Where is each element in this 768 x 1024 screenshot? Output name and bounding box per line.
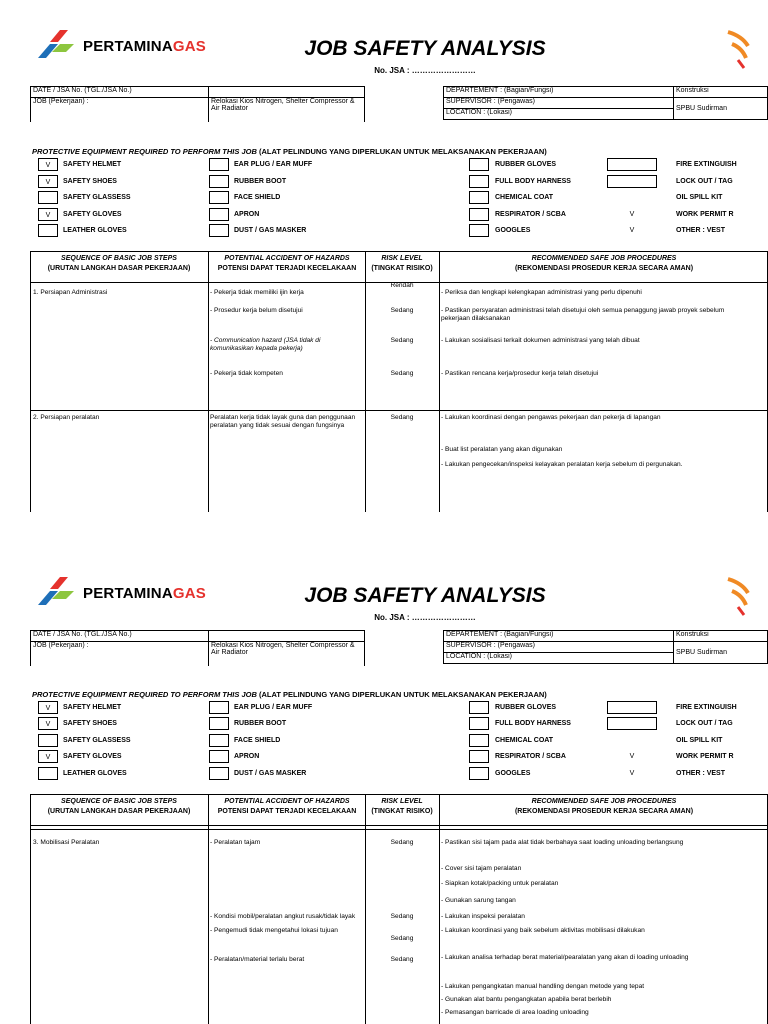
ppe-check[interactable]: V: [629, 227, 635, 234]
ppe-label: OTHER : VEST: [676, 227, 726, 234]
ppe-check[interactable]: V: [38, 717, 58, 730]
procedure: - Periksa dan lengkapi kelengkapan administrasi yang perlu dipenuhi: [441, 289, 642, 296]
ppe-check[interactable]: V: [38, 158, 58, 171]
date-value: [209, 87, 365, 98]
job-label: JOB (Pekerjaan) :: [31, 642, 209, 667]
department-value: Konstruksi: [674, 631, 768, 642]
ppe-label: WORK PERMIT R: [676, 211, 734, 218]
job-step: 2. Persiapan peralatan: [33, 414, 100, 421]
col-header-hazards: POTENTIAL ACCIDENT OF HAZARDS POTENSI DAPAT TERJADI KECELAKAAN: [217, 255, 357, 272]
ppe-label: SAFETY GLOVES: [63, 211, 122, 218]
ppe-label: RUBBER BOOT: [234, 178, 287, 185]
ppe-label: FACE SHIELD: [234, 194, 281, 201]
jsa-number: No. JSA : ……………………: [374, 613, 476, 622]
col-header-steps: SEQUENCE OF BASIC JOB STEPS (URUTAN LANGKAH DASAR PEKERJAAN): [47, 255, 191, 272]
risk-level: Sedang: [390, 956, 414, 963]
ppe-label: LEATHER GLOVES: [63, 227, 127, 234]
col-header-risk: RISK LEVEL (TINGKAT RISIKO): [371, 255, 433, 272]
ppe-check[interactable]: [209, 767, 229, 780]
ppe-label: APRON: [234, 211, 260, 218]
corner-logo-icon: [726, 28, 750, 77]
job-label: JOB (Pekerjaan) :: [31, 98, 209, 123]
ppe-label: GOOGLES: [495, 227, 531, 234]
ppe-label: OIL SPILL KIT: [676, 737, 723, 744]
ppe-check[interactable]: V: [38, 175, 58, 188]
ppe-label: FULL BODY HARNESS: [495, 720, 571, 727]
ppe-label: FACE SHIELD: [234, 737, 281, 744]
procedure: - Pemasangan barricade di area loading unloading: [441, 1009, 589, 1016]
job-info-left: [30, 630, 365, 666]
date-label: DATE / JSA No. (TGL./JSA No.): [31, 87, 209, 98]
ppe-label: RUBBER GLOVES: [495, 704, 557, 711]
risk-level: Sedang: [390, 337, 414, 344]
risk-level: Sedang: [390, 839, 414, 846]
brand-wordmark: PERTAMINAGAS: [83, 38, 206, 55]
supervisor-label: SUPERVISOR : (Pengawas): [444, 642, 674, 653]
ppe-check[interactable]: V: [629, 211, 635, 218]
procedure: - Lakukan pengecekan/inspeksi kelayakan peralatan kerja sebelum di pergunakan.: [441, 461, 683, 468]
ppe-label: SAFETY HELMET: [63, 704, 122, 711]
ppe-check[interactable]: [469, 734, 489, 747]
corner-logo-icon: [726, 575, 750, 624]
procedure: - Gunakan alat bantu pengangkatan apabila berat berlebih: [441, 996, 612, 1003]
risk-level: Sedang: [390, 370, 414, 377]
procedure: - Lakukan pengangkatan manual handling dengan metode yang tepat: [441, 983, 645, 990]
ppe-check[interactable]: [38, 767, 58, 780]
ppe-check[interactable]: [209, 734, 229, 747]
ppe-check[interactable]: [209, 750, 229, 763]
ppe-check[interactable]: [469, 701, 489, 714]
ppe-label: CHEMICAL COAT: [495, 194, 554, 201]
col-header-hazards: POTENTIAL ACCIDENT OF HAZARDS POTENSI DAPAT TERJADI KECELAKAAN: [217, 798, 357, 815]
ppe-check[interactable]: [469, 767, 489, 780]
ppe-check[interactable]: [469, 158, 489, 171]
ppe-title: PROTECTIVE EQUIPMENT REQUIRED TO PERFORM THIS JOB (ALAT PELINDUNG YANG DIPERLUKAN UNTUK MELAKSANAKAN PEKERJAAN): [32, 147, 547, 156]
risk-level: Rendah: [390, 282, 414, 289]
hazard: - Kondisi mobil/peralatan angkut rusak/tidak layak: [210, 913, 356, 920]
ppe-label: FULL BODY HARNESS: [495, 178, 571, 185]
hazard: - Communication hazard (JSA tidak di komunikasikan kepada pekerja): [210, 337, 321, 352]
procedure: - Siapkan kotak/packing untuk peralatan: [441, 880, 559, 887]
jsa-page-2: [0, 547, 768, 1024]
ppe-label: APRON: [234, 753, 260, 760]
col-header-procedures: RECOMMENDED SAFE JOB PROCEDURES (REKOMENDASI PROSEDUR KERJA SECARA AMAN): [514, 255, 694, 272]
procedure: - Lakukan analisa terhadap berat material/pearalatan yang akan di loading unloading: [441, 954, 689, 961]
col-header-steps: SEQUENCE OF BASIC JOB STEPS (URUTAN LANGKAH DASAR PEKERJAAN): [47, 798, 191, 815]
ppe-check[interactable]: [38, 191, 58, 204]
ppe-label: FIRE EXTINGUISH: [676, 161, 737, 168]
ppe-check[interactable]: [607, 175, 657, 188]
ppe-label: LEATHER GLOVES: [63, 770, 127, 777]
page-title: JOB SAFETY ANALYSIS: [304, 37, 546, 60]
ppe-label: SAFETY GLOVES: [63, 753, 122, 760]
procedure: - Pastikan persyaratan administrasi telah disetujui oleh semua penaggung jawab proyek sebelum pekerjaan dilaksanakan: [441, 307, 725, 322]
procedure: - Pastikan rencana kerja/prosedur kerja telah disetujui: [441, 370, 599, 377]
procedure: - Lakukan koordinasi dengan pengawas pekerjaan dan pekerja di lapangan: [441, 414, 661, 421]
ppe-label: SAFETY HELMET: [63, 161, 122, 168]
ppe-label: OIL SPILL KIT: [676, 194, 723, 201]
ppe-check[interactable]: V: [629, 753, 635, 760]
date-value: [209, 631, 365, 642]
job-value: Relokasi Kios Nitrogen, Shelter Compressor & Air Radiator: [209, 98, 365, 123]
ppe-check[interactable]: V: [38, 208, 58, 221]
ppe-label: RUBBER GLOVES: [495, 161, 557, 168]
location-label: LOCATION : (Lokasi): [444, 109, 674, 120]
ppe-check[interactable]: [469, 750, 489, 763]
procedure: - Cover sisi tajam peralatan: [441, 865, 522, 872]
procedure: - Lakukan inspeksi peralatan: [441, 913, 525, 920]
ppe-label: SAFETY GLASSESS: [63, 194, 131, 201]
department-label: DEPARTEMENT : (Bagian/Fungsi): [444, 87, 674, 98]
hazard: - Peralatan/material terlalu berat: [210, 956, 305, 963]
job-info-left: [30, 86, 365, 122]
location-value: SPBU Sudirman: [674, 98, 768, 120]
ppe-label: LOCK OUT / TAG: [676, 720, 733, 727]
pertamina-logo: [36, 28, 216, 64]
ppe-check[interactable]: [469, 191, 489, 204]
ppe-label: DUST / GAS MASKER: [234, 770, 307, 777]
hazard: Peralatan kerja tidak layak guna dan penggunaan peralatan yang tidak sesuai dengan fungsinya: [210, 414, 356, 429]
procedure: - Lakukan sosialisasi terkait dokumen administrasi yang telah dibuat: [441, 337, 640, 344]
ppe-label: RUBBER BOOT: [234, 720, 287, 727]
ppe-check[interactable]: [38, 734, 58, 747]
ppe-label: WORK PERMIT R: [676, 753, 734, 760]
ppe-label: OTHER : VEST: [676, 770, 726, 777]
procedure: - Pastikan sisi tajam pada alat tidak berbahaya saat loading unloading berlangsung: [441, 839, 684, 846]
job-value: Relokasi Kios Nitrogen, Shelter Compressor & Air Radiator: [209, 642, 365, 667]
job-step: 3. Mobilisasi Peralatan: [33, 839, 100, 846]
job-info-right: [443, 86, 768, 120]
risk-level: Sedang: [390, 307, 414, 314]
jsa-number: No. JSA : ……………………: [374, 66, 476, 75]
ppe-label: FIRE EXTINGUISH: [676, 704, 737, 711]
col-header-risk: RISK LEVEL (TINGKAT RISIKO): [371, 798, 433, 815]
hazard: - Prosedur kerja belum disetujui: [210, 307, 303, 314]
procedure: - Lakukan koordinasi yang baik sebelum aktivitas mobilisasi dilakukan: [441, 927, 645, 934]
ppe-check[interactable]: V: [629, 770, 635, 777]
ppe-label: DUST / GAS MASKER: [234, 227, 307, 234]
location-value: SPBU Sudirman: [674, 642, 768, 664]
ppe-check-frame: [607, 158, 657, 171]
hazard: - Pekerja tidak kompeten: [210, 370, 283, 377]
ppe-title: PROTECTIVE EQUIPMENT REQUIRED TO PERFORM THIS JOB (ALAT PELINDUNG YANG DIPERLUKAN UNTUK MELAKSANAKAN PEKERJAAN): [32, 690, 547, 699]
page-title: JOB SAFETY ANALYSIS: [304, 584, 546, 607]
ppe-check[interactable]: [209, 191, 229, 204]
ppe-check[interactable]: [607, 701, 657, 714]
ppe-label: CHEMICAL COAT: [495, 737, 554, 744]
ppe-check[interactable]: [607, 717, 657, 730]
ppe-check[interactable]: [607, 191, 657, 204]
ppe-label: EAR PLUG / EAR MUFF: [234, 704, 313, 711]
ppe-check[interactable]: [469, 717, 489, 730]
ppe-check[interactable]: [209, 224, 229, 237]
procedure: - Gunakan sarung tangan: [441, 897, 516, 904]
risk-level: Sedang: [390, 414, 414, 421]
procedure: - Buat list peralatan yang akan digunakan: [441, 446, 563, 453]
ppe-label: SAFETY SHOES: [63, 178, 117, 185]
department-value: Konstruksi: [674, 87, 768, 98]
col-header-procedures: RECOMMENDED SAFE JOB PROCEDURES (REKOMENDASI PROSEDUR KERJA SECARA AMAN): [514, 798, 694, 815]
ppe-check[interactable]: [469, 208, 489, 221]
ppe-check[interactable]: [469, 175, 489, 188]
ppe-check[interactable]: [209, 717, 229, 730]
risk-level: Sedang: [390, 935, 414, 942]
supervisor-label: SUPERVISOR : (Pengawas): [444, 98, 674, 109]
ppe-label: RESPIRATOR / SCBA: [495, 753, 566, 760]
department-label: DEPARTEMENT : (Bagian/Fungsi): [444, 631, 674, 642]
ppe-check[interactable]: [469, 224, 489, 237]
job-step: 1. Persiapan Administrasi: [33, 289, 108, 296]
ppe-label: SAFETY GLASSESS: [63, 737, 131, 744]
ppe-check[interactable]: [209, 158, 229, 171]
ppe-label: EAR PLUG / EAR MUFF: [234, 161, 313, 168]
ppe-check[interactable]: V: [38, 750, 58, 763]
pertamina-logo: [36, 575, 216, 611]
brand-wordmark: PERTAMINAGAS: [83, 585, 206, 602]
ppe-check[interactable]: V: [38, 701, 58, 714]
job-info-right: [443, 630, 768, 664]
risk-level: Sedang: [390, 913, 414, 920]
ppe-check[interactable]: [209, 175, 229, 188]
hazard: - Peralatan tajam: [210, 839, 261, 846]
ppe-label: SAFETY SHOES: [63, 720, 117, 727]
location-label: LOCATION : (Lokasi): [444, 653, 674, 664]
ppe-label: GOOGLES: [495, 770, 531, 777]
ppe-check[interactable]: [209, 701, 229, 714]
ppe-check[interactable]: [38, 224, 58, 237]
ppe-check[interactable]: [607, 734, 657, 747]
ppe-check[interactable]: [209, 208, 229, 221]
date-label: DATE / JSA No. (TGL./JSA No.): [31, 631, 209, 642]
ppe-label: RESPIRATOR / SCBA: [495, 211, 566, 218]
hazard: - Pengemudi tidak mengetahui lokasi tujuan: [210, 927, 338, 934]
hazard: - Pekerja tidak memiliki ijin kerja: [210, 289, 304, 296]
ppe-label: LOCK OUT / TAG: [676, 178, 733, 185]
